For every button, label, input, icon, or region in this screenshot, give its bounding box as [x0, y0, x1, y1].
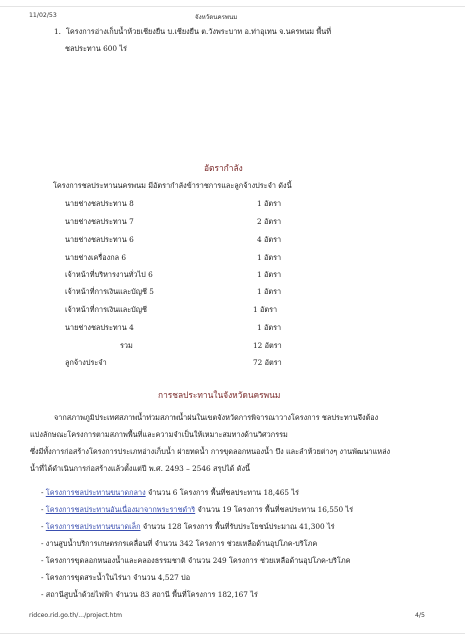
project-item-number: 1. [54, 27, 61, 36]
staff-count: 1 อัตรา [257, 323, 282, 332]
bullet-dash: - [41, 488, 44, 497]
scan-edge-bottom [0, 633, 465, 634]
list-item-text: โครงการขุดลอกหนองน้ำและคลองธรรมชาติ จำนวน 249 โครงการ ช่วยเหลือด้านอุปโภค-บริโภค [43, 556, 351, 565]
scan-edge-top [0, 6, 465, 7]
list-item [41, 505, 353, 516]
staff-total-label: รวม [120, 341, 133, 350]
staff-count: 1 อัตรา [253, 305, 278, 314]
list-item-text: จำนวน 128 โครงการ พื้นที่รับประโยชน์ประมาณ 41,300 ไร่ [140, 522, 335, 531]
staff-position: นายช่างชลประทาน 6 [65, 235, 134, 244]
list-item-text: งานสูบน้ำบริการเกษตรกรเคลื่อนที่ จำนวน 342 โครงการ ช่วยเหลือด้านอุปโภค-บริโภค [43, 539, 318, 548]
irrigation-heading: การชลประทานในจังหวัดนครพนม [158, 390, 281, 400]
staff-position: เจ้าหน้าที่การเงินและบัญชี 5 [65, 287, 154, 296]
list-item-text: จำนวน 6 โครงการ พื้นที่ชลประทาน 18,465 ไร่ [145, 488, 299, 497]
project-item-line1: โครงการอ่างเก็บน้ำห้วยเชียงยืน บ.เชียงยืน ต.วังพระบาท อ.ท่าอุเทน จ.นครพนม พื้นที่ [66, 27, 332, 36]
staffing-intro: โครงการชลประทานนครพนม มีอัตรากำลังข้าราชการและลูกจ้างประจำ ดังนี้ [53, 181, 292, 190]
medium-project-link[interactable]: โครงการชลประทานขนาดกลาง [45, 488, 146, 497]
list-item-text: โครงการขุดสระน้ำในไร่นา จำนวน 4,527 บ่อ [43, 573, 191, 582]
print-site-title: จังหวัดนครพนม [195, 14, 238, 21]
staff-total-value: 12 อัตรา [253, 341, 282, 350]
permanent-employee-value: 72 อัตรา [253, 358, 282, 367]
staff-count: 1 อัตรา [257, 253, 282, 262]
list-item [41, 539, 317, 550]
print-date: 11/02/53 [29, 12, 57, 19]
irrigation-paragraph-line1: จากสภาพภูมิประเทศสภาพน้ำท่วมสภาพน้ำฝนในเขตจังหวัดการพิจารณาวางโครงการ ชลประทานจึงต้อง [54, 413, 379, 422]
list-item [41, 556, 351, 567]
staffing-heading: อัตรากำลัง [204, 163, 243, 173]
project-item-line2: ชลประทาน 600 ไร่ [65, 44, 127, 53]
bullet-dash: - [41, 590, 44, 599]
small-project-link[interactable]: โครงการชลประทานขนาดเล็ก [45, 522, 141, 531]
bullet-dash: - [41, 505, 44, 514]
list-item [41, 522, 335, 533]
permanent-employee-label: ลูกจ้างประจำ [65, 358, 107, 367]
staff-position: นายช่างชลประทาน 7 [65, 217, 134, 226]
staff-count: 1 อัตรา [257, 287, 282, 296]
bullet-dash: - [41, 556, 44, 565]
staff-position: นายช่างชลประทาน 8 [65, 199, 134, 208]
staff-position: นายช่างเครื่องกล 6 [65, 253, 127, 262]
royal-initiative-project-link[interactable]: โครงการชลประทานอันเนื่องมาจากพระราชดำริ [45, 505, 196, 514]
list-item-text: จำนวน 19 โครงการ พื้นที่ชลประทาน 16,550 ไร่ [195, 505, 354, 514]
staff-count: 4 อัตรา [257, 235, 282, 244]
list-item [41, 488, 299, 499]
bullet-dash: - [41, 539, 44, 548]
staff-count: 1 อัตรา [257, 270, 282, 279]
staff-position: เจ้าหน้าที่บริหารงานทั่วไป 6 [65, 270, 153, 279]
staff-count: 2 อัตรา [257, 217, 282, 226]
bullet-dash: - [41, 522, 44, 531]
irrigation-paragraph-line2: แบ่งลักษณะโครงการตามสภาพพื้นที่และความจำเป็นให้เหมาะสมทางด้านวิศวกรรม [30, 430, 288, 439]
list-item [41, 573, 190, 584]
staff-count: 1 อัตรา [257, 199, 282, 208]
irrigation-paragraph-line3: ซึ่งมีทั้งการก่อสร้างโครงการประเภทอ่างเก็บน้ำ ฝายทดน้ำ การขุดลอกหนองน้ำ บึง และลำห้วยต่างๆ งานพัฒนาแหล่ง [30, 447, 391, 456]
print-url: ridceo.rid.go.th/.../project.htm [29, 612, 123, 619]
staff-position: นายช่างชลประทาน 4 [65, 323, 134, 332]
list-item [41, 590, 258, 601]
list-item-text: สถานีสูบน้ำด้วยไฟฟ้า จำนวน 83 สถานี พื้นที่โครงการ 182,167 ไร่ [43, 590, 258, 599]
irrigation-paragraph-line4: น้ำที่ได้ดำเนินการก่อสร้างแล้วตั้งแต่ปี พ.ศ. 2493 – 2546 สรุปได้ ดังนี้ [30, 464, 251, 473]
staff-position: เจ้าหน้าที่การเงินและบัญชี [65, 305, 147, 314]
bullet-dash: - [41, 573, 44, 582]
page-number: 4/5 [415, 612, 425, 619]
